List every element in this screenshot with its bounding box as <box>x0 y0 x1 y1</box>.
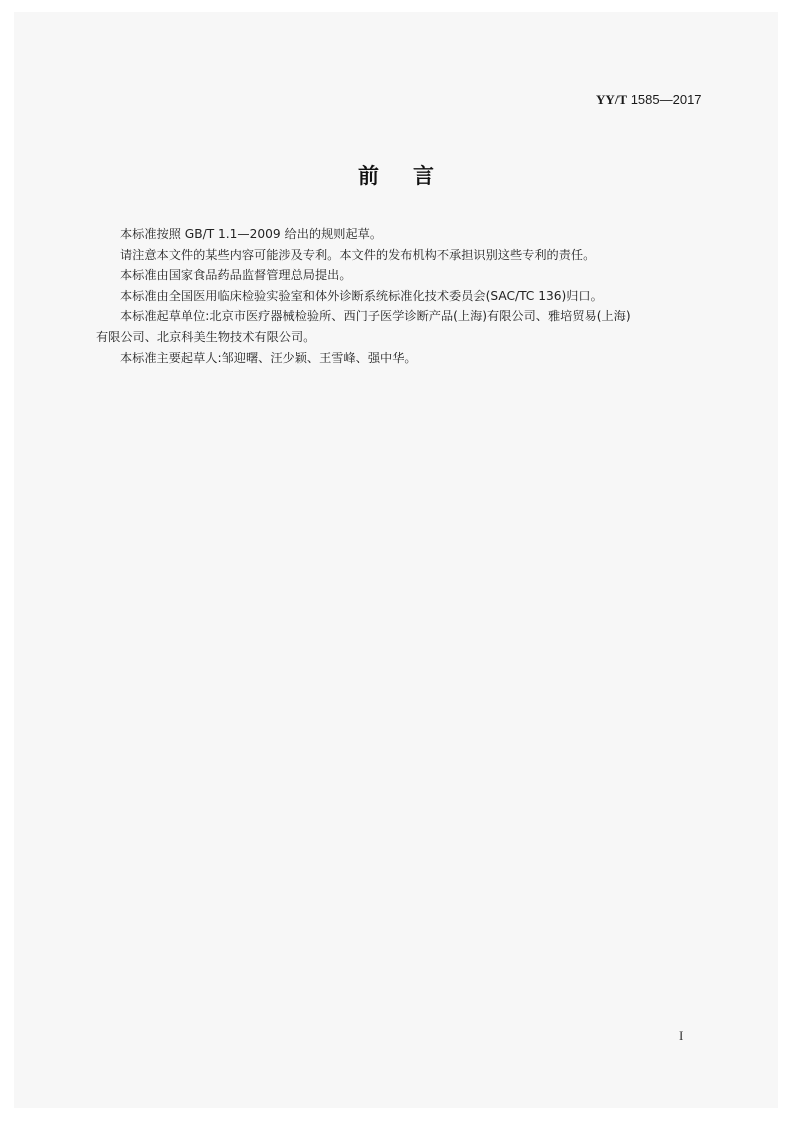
page-title: 前言 <box>358 164 468 188</box>
paragraph-drafting-units-continued: 有限公司、北京科美生物技术有限公司。 <box>96 329 316 344</box>
foreword-body <box>96 224 708 368</box>
paragraph-proposer: 本标准由国家食品药品监督管理总局提出。 <box>120 268 352 283</box>
page-number: I <box>679 1028 684 1043</box>
paragraph-main-drafters: 本标准主要起草人:邹迎曙、汪少颖、王雪峰、强中华。 <box>120 350 417 365</box>
standard-prefix: YY/T <box>596 92 628 107</box>
paragraph-committee: 本标准由全国医用临床检验实验室和体外诊断系统标准化技术委员会(SAC/TC 136)归口。 <box>120 288 603 303</box>
standard-number: 1585—2017 <box>630 92 702 107</box>
paragraph-drafting-rules: 本标准按照 GB/T 1.1—2009 给出的规则起草。 <box>120 227 383 241</box>
paragraph-patent-notice: 请注意本文件的某些内容可能涉及专利。本文件的发布机构不承担识别这些专利的责任。 <box>120 247 596 262</box>
paragraph-drafting-units: 本标准起草单位:北京市医疗器械检验所、西门子医学诊断产品(上海)有限公司、雅培贸易(上海) <box>120 309 631 324</box>
standard-code <box>596 92 702 108</box>
